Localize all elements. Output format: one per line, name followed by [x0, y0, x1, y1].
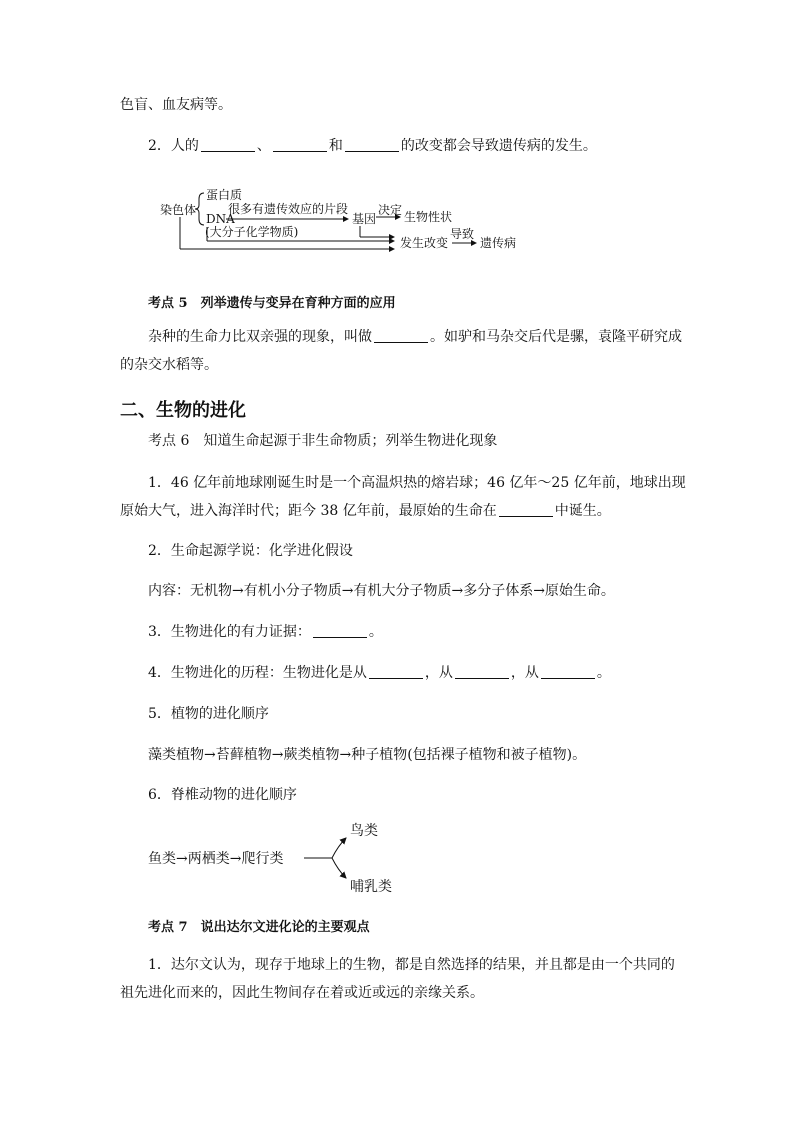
k6-item1-line2: 原始大气，进入海洋时代；距今 38 亿年前，最原始的生命在 中诞生。 [120, 503, 611, 519]
section-heading-k6: 考点 6 知道生命起源于非生命物质；列举生物进化现象 [148, 433, 498, 449]
k7-item1-line1: 1．达尔文认为，现存于地球上的生物，都是自然选择的结果，并且都是由一个共同的 [148, 957, 675, 973]
heredity-diagram [150, 185, 530, 265]
label-decide: 决定 [378, 203, 403, 217]
label-chromosome: 染色体 [160, 203, 197, 217]
k7-item1-line2: 祖先进化而来的，因此生物间存在着或近或远的亲缘关系。 [120, 985, 484, 1001]
tree-chain: 鱼类→两栖类→爬行类 [148, 851, 284, 867]
label-change: 发生改变 [400, 236, 449, 250]
section-title-evolution: 二、生物的进化 [120, 400, 246, 421]
k6-item4: 4．生物进化的历程：生物进化是从 ，从 ，从 。 [148, 665, 611, 681]
k6-item6: 6．脊椎动物的进化顺序 [148, 787, 297, 803]
k6-item3: 3．生物进化的有力证据： 。 [148, 624, 383, 640]
section-heading-k5: 考点 5 列举遗传与变异在育种方面的应用 [148, 296, 396, 311]
k6-item2: 2．生命起源学说：化学进化假设 [148, 543, 353, 559]
answer-blank[interactable] [313, 623, 367, 638]
answer-blank[interactable] [455, 664, 509, 679]
answer-blank[interactable] [499, 502, 553, 517]
vertebrate-tree [148, 818, 428, 898]
answer-blank[interactable] [369, 664, 423, 679]
label-protein: 蛋白质 [206, 188, 243, 202]
label-dna: DNA [206, 212, 235, 226]
k5-para-line2: 的杂交水稻等。 [120, 357, 218, 373]
label-macro: (大分子化学物质) [205, 225, 299, 239]
label-fragment: 很多有遗传效应的片段 [228, 202, 349, 216]
tree-bird: 鸟类 [350, 823, 378, 839]
label-cause: 导致 [450, 227, 475, 241]
label-disease: 遗传病 [480, 236, 517, 250]
answer-blank[interactable] [273, 137, 327, 152]
k6-item5: 5．植物的进化顺序 [148, 706, 269, 722]
answer-blank[interactable] [374, 328, 428, 343]
tree-mammal: 哺乳类 [350, 879, 392, 895]
label-gene: 基因 [352, 212, 377, 226]
section-heading-k7: 考点 7 说出达尔文进化论的主要观点 [148, 920, 370, 935]
k6-item1-line1: 1．46 亿年前地球刚诞生时是一个高温炽热的熔岩球；46 亿年～25 亿年前，地球出现 [148, 475, 686, 491]
label-trait: 生物性状 [404, 210, 453, 224]
answer-blank[interactable] [201, 137, 255, 152]
k6-item2-content: 内容：无机物→有机小分子物质→有机大分子物质→多分子体系→原始生命。 [148, 583, 615, 599]
k6-item5-content: 藻类植物→苔藓植物→蕨类植物→种子植物(包括裸子植物和被子植物)。 [148, 747, 587, 763]
question-2: 2．人的 、 和 的改变都会导致遗传病的发生。 [148, 138, 597, 154]
answer-blank[interactable] [541, 664, 595, 679]
k5-para-line1: 杂种的生命力比双亲强的现象，叫做 。如驴和马杂交后代是骡，袁隆平研究成 [148, 329, 682, 345]
answer-blank[interactable] [345, 137, 399, 152]
text-line: 色盲、血友病等。 [120, 97, 232, 113]
